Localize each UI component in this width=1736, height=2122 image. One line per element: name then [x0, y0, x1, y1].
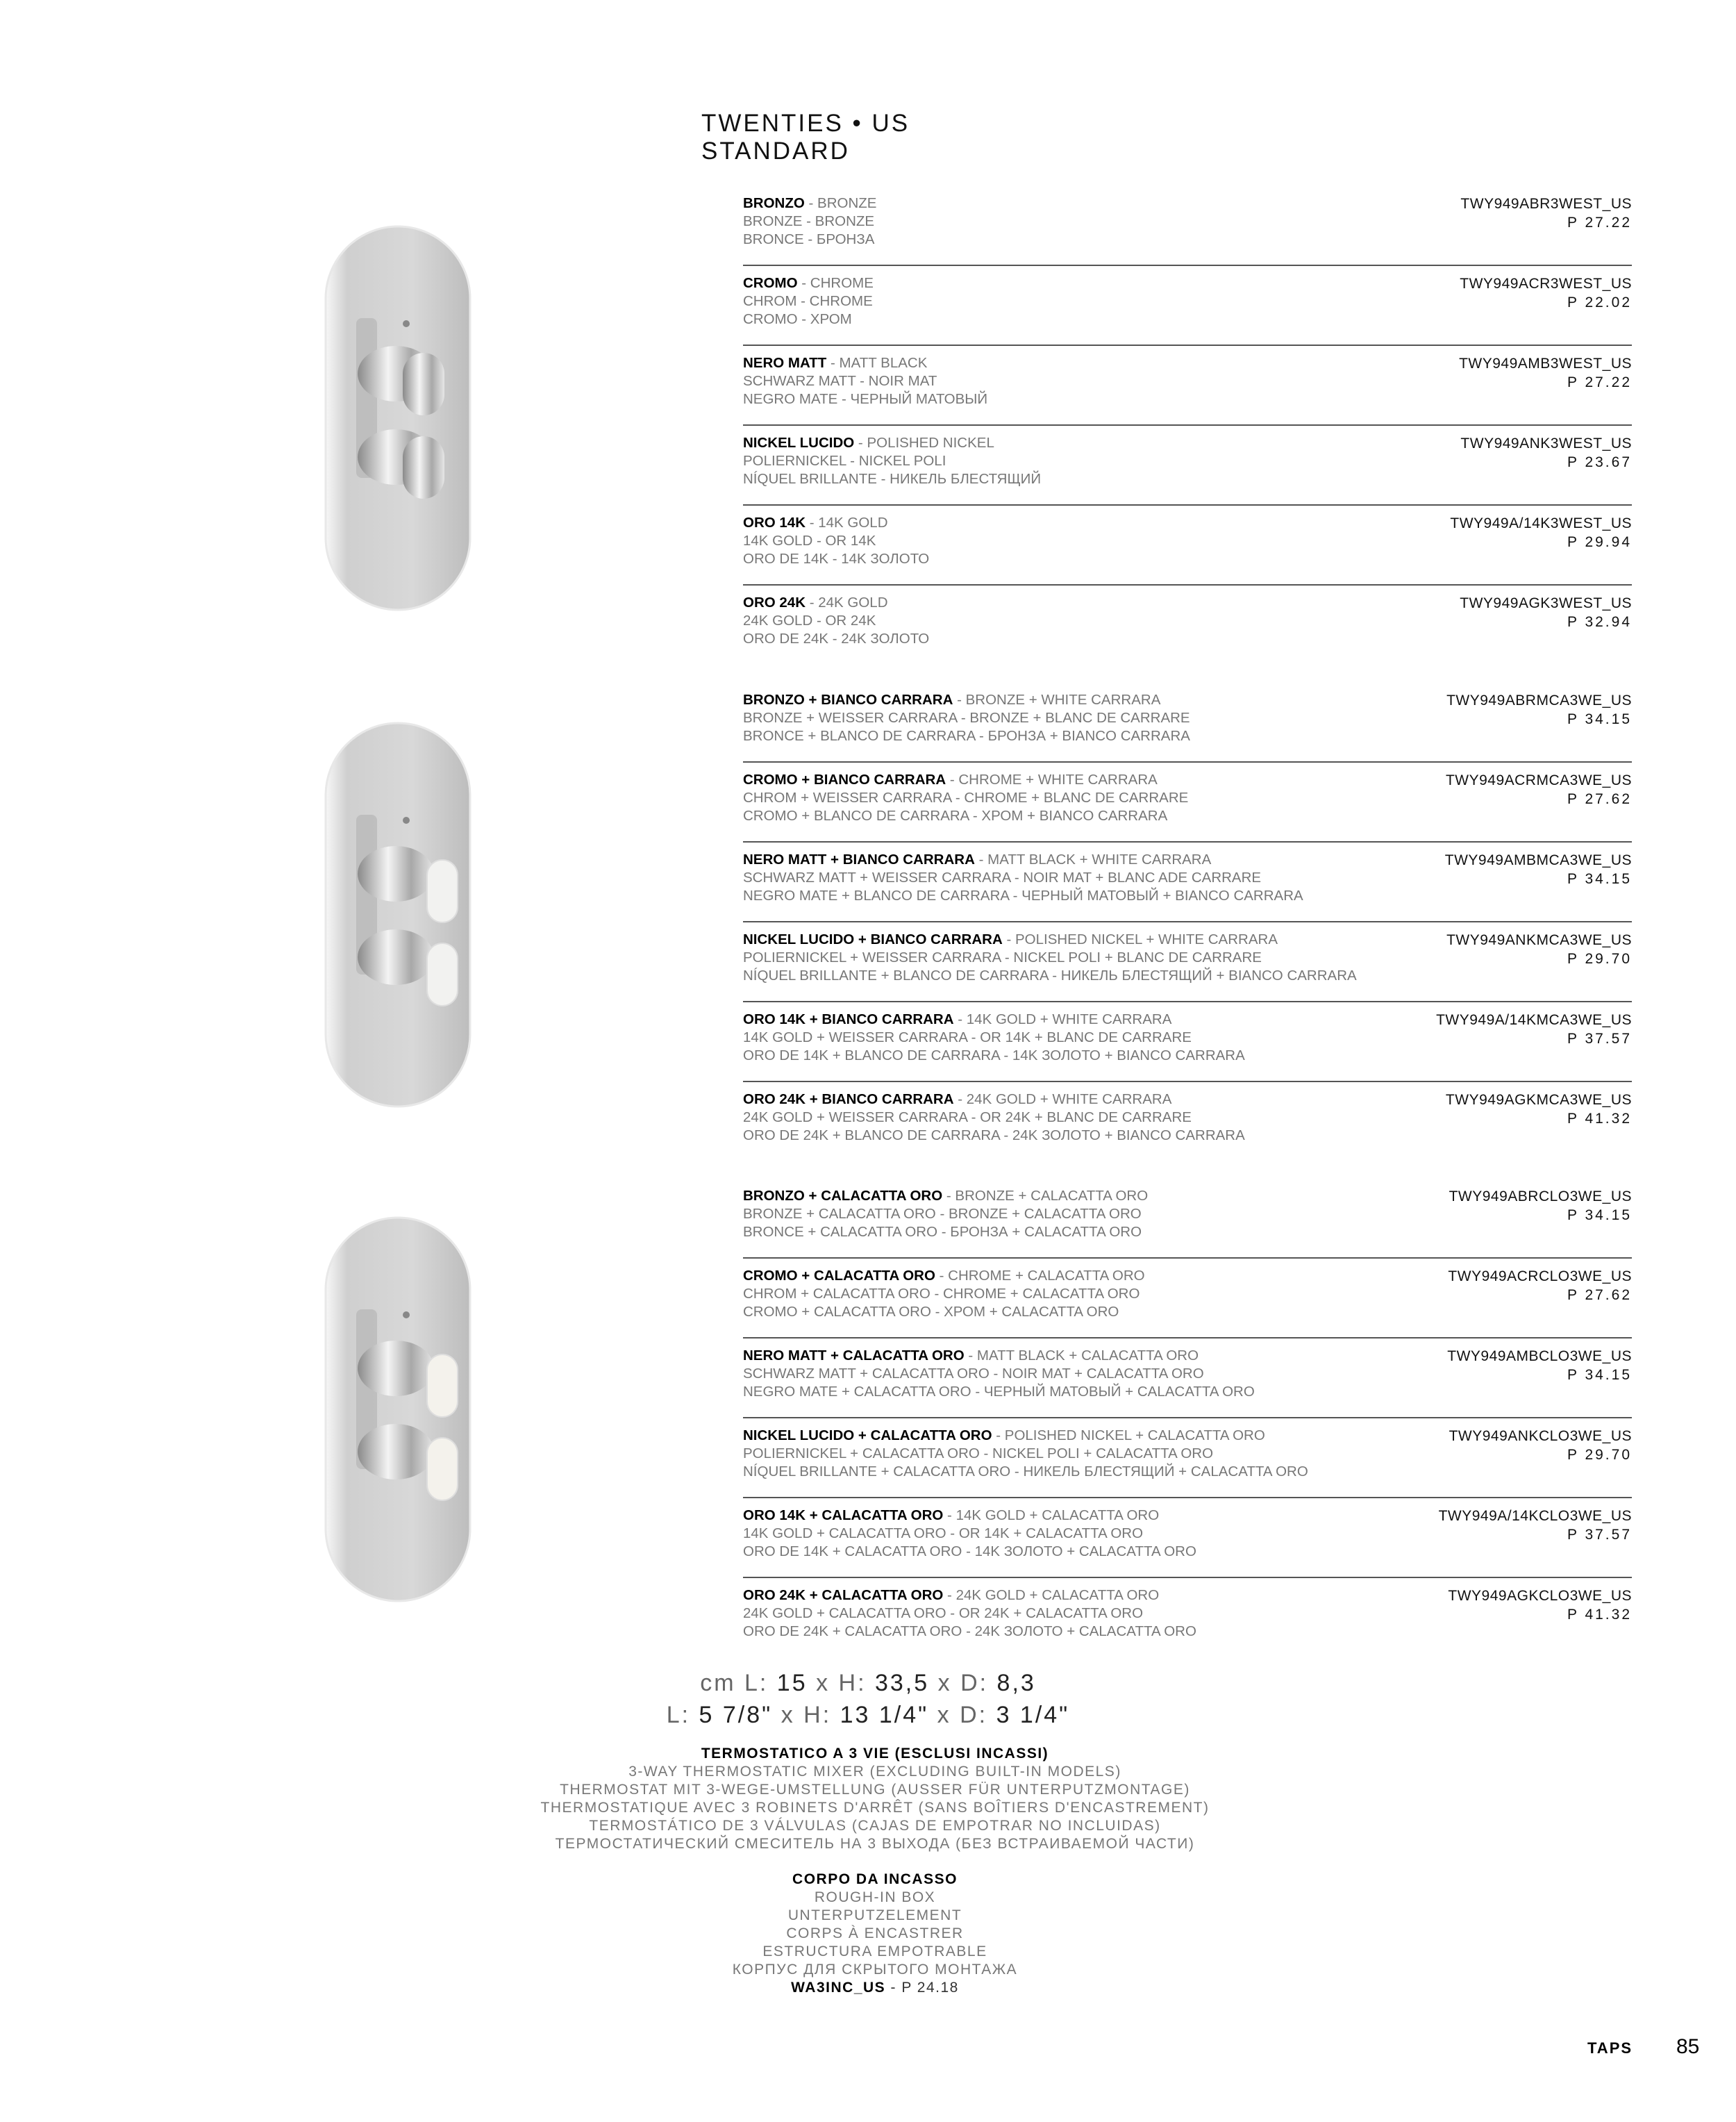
height-value: 33,5: [874, 1670, 930, 1696]
product-finish-description: [743, 1347, 1368, 1401]
product-code: TWY949ANKMCA3WE_US: [1446, 932, 1632, 948]
finish-translation-line: 24K GOLD + CALACATTA ORO - OR 24K + CALACATTA ORO: [743, 1605, 1144, 1621]
finish-translation: - 24K GOLD + CALACATTA ORO: [947, 1587, 1160, 1603]
description-line: TERMOSTÁTICO DE 3 VÁLVULAS (CAJAS DE EMPOTRAR NO INCLUIDAS): [589, 1818, 1161, 1834]
depth-label: x D:: [937, 1670, 989, 1696]
finish-translation: - MATT BLACK + WHITE CARRARA: [978, 852, 1212, 868]
product-code-block: [1446, 1091, 1632, 1128]
product-code-block: [1460, 274, 1632, 312]
product-code: TWY949AMB3WEST_US: [1459, 356, 1632, 372]
depth-label: x D:: [937, 1702, 988, 1728]
finish-translation-line: BRONZE - BRONZE: [743, 213, 875, 229]
finish-translation-line: BRONCE + BLANCO DE CARRARA - БРОНЗА + BIANCO CARRARA: [743, 728, 1190, 744]
product-price: P 34.15: [1567, 871, 1632, 887]
finish-translation: - CHROME + WHITE CARRARA: [949, 772, 1158, 788]
length-label: L:: [744, 1670, 769, 1696]
product-row: [743, 683, 1632, 763]
product-finish-description: [743, 274, 1368, 329]
product-price: P 34.15: [1567, 711, 1632, 727]
product-code: TWY949ACR3WEST_US: [1460, 276, 1632, 292]
product-code: TWY949AGK3WEST_US: [1460, 595, 1632, 611]
height-label: x H:: [816, 1670, 867, 1696]
product-price: P 37.57: [1567, 1527, 1632, 1543]
length-value: 15: [776, 1670, 808, 1696]
product-code-block: [1445, 851, 1632, 888]
finish-translation: - CHROME: [801, 275, 874, 291]
product-code-block: [1446, 691, 1632, 729]
product-finish-description: [743, 354, 1368, 408]
finish-translation-line: CHROM + WEISSER CARRARA - CHROME + BLANC DE CARRARE: [743, 790, 1189, 806]
product-code: TWY949ACRCLO3WE_US: [1448, 1268, 1632, 1284]
finish-translation-line: SCHWARZ MATT + WEISSER CARRARA - NOIR MAT + BLANC ADE CARRARE: [743, 870, 1262, 886]
finish-translation-line: ORO DE 24K - 24K ЗОЛОТО: [743, 631, 930, 647]
product-code: TWY949AMBCLO3WE_US: [1447, 1348, 1632, 1364]
finish-translation: - 14K GOLD + WHITE CARRARA: [958, 1011, 1172, 1027]
finish-line-primary: [743, 1347, 1368, 1365]
rough-in-line: ROUGH-IN BOX: [814, 1889, 936, 1905]
finish-translation: - POLISHED NICKEL + WHITE CARRARA: [1006, 931, 1278, 947]
finish-line-primary: [743, 1011, 1368, 1029]
product-code: TWY949A/14KMCA3WE_US: [1436, 1012, 1632, 1028]
finish-translation-line: ORO DE 14K + BLANCO DE CARRARA - 14K ЗОЛОТО + BIANCO CARRARA: [743, 1047, 1245, 1063]
finish-name: BRONZO + CALACATTA ORO: [743, 1188, 943, 1204]
thermostatic-mixer-chrome-image: [316, 221, 483, 617]
product-code: TWY949ANK3WEST_US: [1460, 436, 1632, 451]
finish-translation: - 14K GOLD + CALACATTA ORO: [947, 1507, 1160, 1523]
finish-translation: - POLISHED NICKEL + CALACATTA ORO: [996, 1427, 1265, 1443]
product-code-block: [1460, 194, 1632, 232]
finish-translation-line: CHROM + CALACATTA ORO - CHROME + CALACATTA ORO: [743, 1286, 1140, 1302]
finish-translation-line: SCHWARZ MATT + CALACATTA ORO - NOIR MAT + CALACATTA ORO: [743, 1366, 1204, 1382]
rough-in-box: [486, 1871, 1264, 1997]
finish-translation: - BRONZE + WHITE CARRARA: [957, 692, 1161, 708]
product-finish-description: [743, 1586, 1368, 1641]
finish-translation-line: ORO DE 14K - 14K ЗОЛОТО: [743, 551, 930, 567]
description-line: THERMOSTAT MIT 3-WEGE-UMSTELLUNG (AUSSER FÜR UNTERPUTZMONTAGE): [560, 1782, 1190, 1798]
finish-translation: - 14K GOLD: [809, 515, 888, 531]
finish-translation-line: ORO DE 14K + CALACATTA ORO - 14K ЗОЛОТО + CALACATTA ORO: [743, 1543, 1196, 1559]
page-number: 85: [1676, 2035, 1700, 2058]
product-code-block: [1447, 1347, 1632, 1384]
product-row: [743, 1259, 1632, 1338]
rough-in-code: WA3INC_US: [791, 1980, 886, 1996]
product-price: P 23.67: [1567, 454, 1632, 470]
product-group-chrome: [743, 186, 1632, 664]
finish-translation: - MATT BLACK: [831, 355, 928, 371]
finish-translation-line: 24K GOLD + WEISSER CARRARA - OR 24K + BLANC DE CARRARE: [743, 1109, 1192, 1125]
product-row: [743, 1179, 1632, 1259]
product-code-block: [1448, 1267, 1632, 1304]
product-row: [743, 186, 1632, 266]
height-label: x H:: [781, 1702, 832, 1728]
finish-line-primary: [743, 1427, 1368, 1445]
finish-line-primary: [743, 851, 1368, 869]
finish-translation-line: POLIERNICKEL + WEISSER CARRARA - NICKEL POLI + BLANC DE CARRARE: [743, 950, 1262, 965]
finish-line-primary: [743, 1586, 1368, 1605]
product-finish-description: [743, 771, 1368, 825]
finish-translation-line: CROMO + BLANCO DE CARRARA - ХРОМ + BIANCO CARRARA: [743, 808, 1168, 824]
description-line: ТЕРМОСТАТИЧЕСКИЙ СМЕСИТЕЛЬ НА 3 ВЫХОДА (БЕЗ ВСТРАИВАЕМОЙ ЧАСТИ): [555, 1836, 1195, 1852]
product-code-block: [1439, 1507, 1632, 1544]
finish-translation: - BRONZE + CALACATTA ORO: [946, 1188, 1149, 1204]
finish-translation-line: 24K GOLD - OR 24K: [743, 613, 876, 629]
product-finish-description: [743, 691, 1368, 745]
product-code: TWY949ACRMCA3WE_US: [1445, 772, 1632, 788]
product-row: [743, 1578, 1632, 1657]
footer-section-label: TAPS: [1587, 2039, 1633, 2057]
finish-line-primary: [743, 931, 1368, 949]
product-code-block: [1446, 771, 1632, 809]
depth-value: 3 1/4": [996, 1702, 1070, 1728]
product-group-calacatta-oro: [743, 1179, 1632, 1657]
finish-translation-line: BRONCE - БРОНЗА: [743, 231, 875, 247]
finish-line-primary: [743, 1267, 1368, 1285]
product-price: P 27.22: [1567, 215, 1632, 231]
product-code-block: [1446, 931, 1632, 968]
finish-translation-line: BRONZE + CALACATTA ORO - BRONZE + CALACATTA ORO: [743, 1206, 1142, 1222]
product-finish-description: [743, 194, 1368, 249]
finish-translation-line: CROMO - ХРОМ: [743, 311, 852, 327]
finish-line-primary: [743, 691, 1368, 709]
product-code-block: [1459, 354, 1632, 392]
product-price: P 29.94: [1567, 534, 1632, 550]
finish-line-primary: [743, 771, 1368, 789]
product-description: [486, 1745, 1264, 1853]
product-row: [743, 1002, 1632, 1082]
product-group-bianco-carrara: [743, 683, 1632, 1161]
finish-line-primary: [743, 194, 1368, 213]
product-row: [743, 763, 1632, 843]
finish-name: ORO 24K: [743, 595, 806, 611]
depth-value: 8,3: [996, 1670, 1036, 1696]
product-price: P 41.32: [1567, 1607, 1632, 1623]
finish-name: NERO MATT + CALACATTA ORO: [743, 1348, 965, 1363]
description-line: 3-WAY THERMOSTATIC MIXER (EXCLUDING BUILT-IN MODELS): [628, 1764, 1121, 1780]
product-code: TWY949ANKCLO3WE_US: [1449, 1428, 1632, 1444]
product-row: [743, 1498, 1632, 1578]
finish-translation-line: NÍQUEL BRILLANTE + BLANCO DE CARRARA - НИКЕЛЬ БЛЕСТЯЩИЙ + BIANCO CARRARA: [743, 968, 1357, 984]
finish-line-primary: [743, 1091, 1368, 1109]
finish-translation-line: NÍQUEL BRILLANTE - НИКЕЛЬ БЛЕСТЯЩИЙ: [743, 471, 1042, 487]
finish-line-primary: [743, 1187, 1368, 1205]
finish-translation-line: 14K GOLD - OR 14K: [743, 533, 876, 549]
product-code-block: [1460, 594, 1632, 631]
finish-translation-line: BRONCE + CALACATTA ORO - БРОНЗА + CALACATTA ORO: [743, 1224, 1142, 1240]
page-title: TWENTIES • US STANDARD: [701, 110, 910, 165]
finish-translation-line: NÍQUEL BRILLANTE + CALACATTA ORO - НИКЕЛЬ БЛЕСТЯЩИЙ + CALACATTA ORO: [743, 1464, 1308, 1479]
finish-line-primary: [743, 514, 1368, 532]
finish-translation-line: SCHWARZ MATT - NOIR MAT: [743, 373, 937, 389]
rough-in-code-line: [486, 1979, 1264, 1997]
rough-in-price: - P 24.18: [890, 1980, 959, 1996]
finish-translation-line: CROMO + CALACATTA ORO - ХРОМ + CALACATTA ORO: [743, 1304, 1119, 1320]
length-value: 5 7/8": [699, 1702, 773, 1728]
finish-name: ORO 14K: [743, 515, 806, 531]
finish-translation-line: POLIERNICKEL - NICKEL POLI: [743, 453, 946, 469]
finish-translation: - POLISHED NICKEL: [858, 435, 994, 451]
finish-translation: - BRONZE: [808, 195, 877, 211]
finish-name: NICKEL LUCIDO + CALACATTA ORO: [743, 1427, 992, 1443]
finish-name: NERO MATT: [743, 355, 827, 371]
product-price: P 22.02: [1567, 295, 1632, 310]
dimensions-cm-line: [646, 1667, 1090, 1699]
product-finish-description: [743, 1267, 1368, 1321]
rough-in-line: КОРПУС ДЛЯ СКРЫТОГО МОНТАЖА: [732, 1962, 1018, 1978]
product-row: [743, 506, 1632, 586]
product-price: P 32.94: [1567, 614, 1632, 630]
product-price: P 37.57: [1567, 1031, 1632, 1047]
finish-name: ORO 24K + CALACATTA ORO: [743, 1587, 944, 1603]
product-code: TWY949ABR3WEST_US: [1460, 196, 1632, 212]
finish-translation: - CHROME + CALACATTA ORO: [939, 1268, 1145, 1284]
product-price: P 29.70: [1567, 1447, 1632, 1463]
product-row: [743, 922, 1632, 1002]
finish-translation-line: 14K GOLD + WEISSER CARRARA - OR 14K + BLANC DE CARRARE: [743, 1029, 1192, 1045]
product-price: P 29.70: [1567, 951, 1632, 967]
product-finish-description: [743, 931, 1368, 985]
finish-translation-line: BRONZE + WEISSER CARRARA - BRONZE + BLANC DE CARRARE: [743, 710, 1190, 726]
product-code-block: [1450, 514, 1632, 552]
finish-translation: - 24K GOLD + WHITE CARRARA: [958, 1091, 1172, 1107]
product-row: [743, 266, 1632, 346]
product-price: P 34.15: [1567, 1207, 1632, 1223]
finish-line-primary: [743, 354, 1368, 372]
finish-translation-line: ORO DE 24K + BLANCO DE CARRARA - 24K ЗОЛОТО + BIANCO CARRARA: [743, 1127, 1245, 1143]
product-finish-description: [743, 1011, 1368, 1065]
length-label: L:: [666, 1702, 691, 1728]
thermostatic-mixer-carrara-image: [316, 718, 483, 1113]
finish-translation-line: ORO DE 24K + CALACATTA ORO - 24K ЗОЛОТО + CALACATTA ORO: [743, 1623, 1196, 1639]
rough-in-title: CORPO DA INCASSO: [792, 1871, 958, 1887]
product-code: TWY949ABRMCA3WE_US: [1446, 693, 1632, 708]
product-code: TWY949ABRCLO3WE_US: [1449, 1188, 1632, 1204]
finish-name: CROMO + CALACATTA ORO: [743, 1268, 935, 1284]
description-line: THERMOSTATIQUE AVEC 3 ROBINETS D'ARRÊT (SANS BOÎTIERS D'ENCASTREMENT): [540, 1800, 1210, 1816]
product-finish-description: [743, 1187, 1368, 1241]
product-finish-description: [743, 851, 1368, 905]
finish-name: ORO 14K + BIANCO CARRARA: [743, 1011, 954, 1027]
product-code: TWY949AGKMCA3WE_US: [1445, 1092, 1632, 1108]
finish-translation-line: NEGRO MATE - ЧЕРНЫЙ МАТОВЫЙ: [743, 391, 988, 407]
finish-name: CROMO + BIANCO CARRARA: [743, 772, 946, 788]
finish-name: NICKEL LUCIDO: [743, 435, 855, 451]
product-row: [743, 1418, 1632, 1498]
finish-translation-line: 14K GOLD + CALACATTA ORO - OR 14K + CALACATTA ORO: [743, 1525, 1144, 1541]
product-code: TWY949A/14K3WEST_US: [1450, 515, 1632, 531]
product-row: [743, 1338, 1632, 1418]
finish-name: BRONZO: [743, 195, 805, 211]
product-finish-description: [743, 514, 1368, 568]
product-code-block: [1449, 1187, 1632, 1225]
finish-translation-line: NEGRO MATE + BLANCO DE CARRARA - ЧЕРНЫЙ МАТОВЫЙ + BIANCO CARRARA: [743, 888, 1303, 904]
product-code: TWY949A/14KCLO3WE_US: [1438, 1508, 1632, 1524]
product-finish-description: [743, 1091, 1368, 1145]
finish-line-primary: [743, 434, 1368, 452]
product-code-block: [1448, 1586, 1632, 1624]
finish-line-primary: [743, 594, 1368, 612]
product-price: P 34.15: [1567, 1367, 1632, 1383]
finish-translation-line: NEGRO MATE + CALACATTA ORO - ЧЕРНЫЙ МАТОВЫЙ + CALACATTA ORO: [743, 1384, 1255, 1400]
finish-name: ORO 14K + CALACATTA ORO: [743, 1507, 944, 1523]
product-row: [743, 1082, 1632, 1161]
product-finish-description: [743, 1507, 1368, 1561]
product-row: [743, 586, 1632, 664]
product-finish-description: [743, 434, 1368, 488]
product-code: TWY949AGKCLO3WE_US: [1448, 1588, 1632, 1604]
finish-name: ORO 24K + BIANCO CARRARA: [743, 1091, 954, 1107]
product-price: P 27.62: [1567, 791, 1632, 807]
finish-translation-line: POLIERNICKEL + CALACATTA ORO - NICKEL POLI + CALACATTA ORO: [743, 1445, 1214, 1461]
description-title: TERMOSTATICO A 3 VIE (ESCLUSI INCASSI): [701, 1746, 1049, 1762]
product-price: P 27.62: [1567, 1287, 1632, 1303]
product-price: P 27.22: [1567, 374, 1632, 390]
product-row: [743, 346, 1632, 426]
finish-translation: - MATT BLACK + CALACATTA ORO: [968, 1348, 1199, 1363]
rough-in-line: ESTRUCTURA EMPOTRABLE: [762, 1943, 987, 1959]
product-finish-description: [743, 594, 1368, 648]
rough-in-line: UNTERPUTZELEMENT: [787, 1907, 962, 1923]
finish-line-primary: [743, 274, 1368, 292]
finish-name: BRONZO + BIANCO CARRARA: [743, 692, 953, 708]
product-code-block: [1460, 434, 1632, 472]
finish-translation-line: CHROM - CHROME: [743, 293, 873, 309]
finish-name: NICKEL LUCIDO + BIANCO CARRARA: [743, 931, 1003, 947]
rough-in-line: CORPS À ENCASTRER: [786, 1925, 964, 1941]
finish-translation: - 24K GOLD: [809, 595, 888, 611]
thermostatic-mixer-calacatta-image: [316, 1212, 483, 1608]
dimensions-inch-line: [646, 1699, 1090, 1731]
product-price: P 41.32: [1567, 1111, 1632, 1127]
product-row: [743, 843, 1632, 922]
finish-name: NERO MATT + BIANCO CARRARA: [743, 852, 975, 868]
product-code: TWY949AMBMCA3WE_US: [1444, 852, 1632, 868]
product-finish-description: [743, 1427, 1368, 1481]
finish-line-primary: [743, 1507, 1368, 1525]
product-code-block: [1436, 1011, 1632, 1048]
product-code-block: [1449, 1427, 1632, 1464]
dimensions: [646, 1667, 1090, 1731]
finish-name: CROMO: [743, 275, 798, 291]
product-row: [743, 426, 1632, 506]
unit-label: cm: [700, 1670, 736, 1696]
height-value: 13 1/4": [840, 1702, 929, 1728]
